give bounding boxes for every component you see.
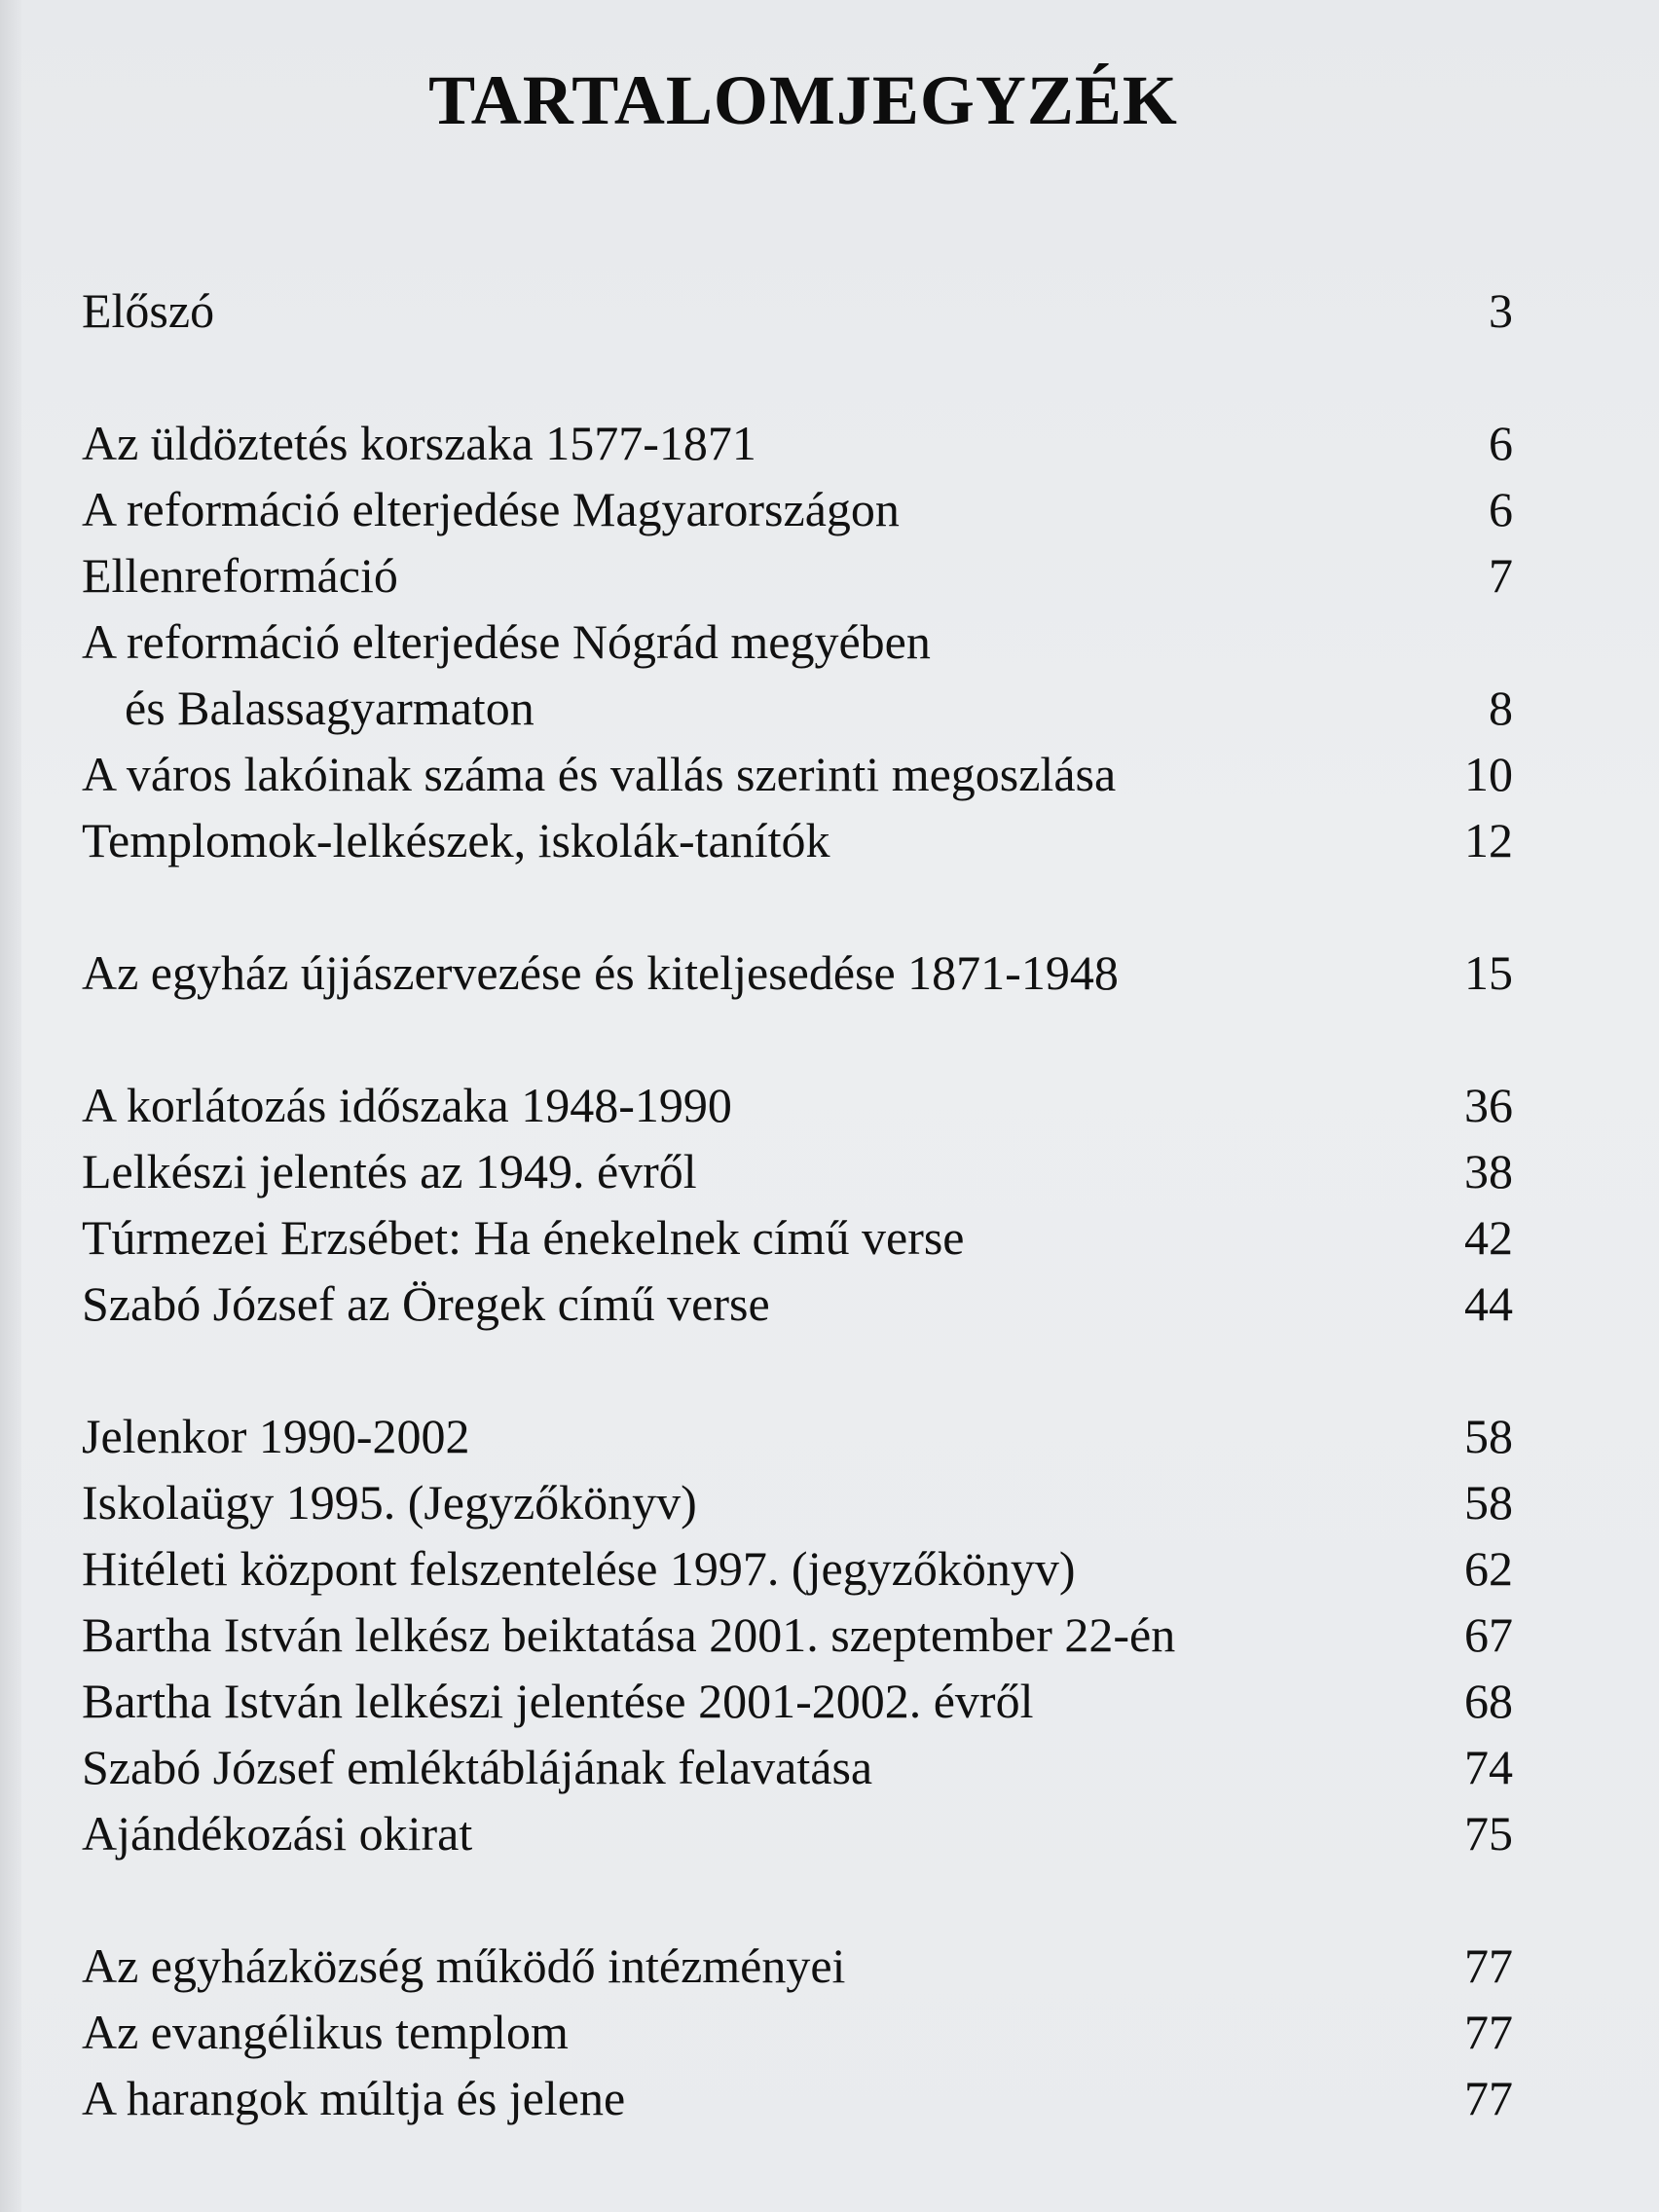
toc-entry-title [82, 1072, 1425, 1138]
toc-entry-title-line: A reformáció elterjedése Nógrád megyében [82, 614, 931, 669]
toc-entry-title [82, 940, 1425, 1006]
toc-entry-title-line: Az egyház újjászervezése és kiteljesedése 1871-1948 [82, 945, 1119, 1000]
toc-entry-page-number: 58 [1464, 1409, 1513, 1463]
toc-entry-page-number: 77 [1464, 2005, 1513, 2059]
toc-entry-page-number: 67 [1464, 1607, 1513, 1662]
toc-entry-title [82, 1999, 1425, 2065]
toc-entry-page-number: 68 [1464, 1674, 1513, 1728]
section-gap [82, 1866, 1513, 1933]
toc-entry [82, 940, 1513, 1006]
toc-entry-title-line: A korlátozás időszaka 1948-1990 [82, 1078, 732, 1132]
toc-entry-page-number: 6 [1489, 416, 1513, 470]
toc-entry-title-line: Templomok-lelkészek, iskolák-tanítók [82, 813, 830, 867]
toc-entry-title [82, 1204, 1425, 1271]
toc-entry-title [82, 1602, 1425, 1668]
toc-entry-page-number: 42 [1464, 1210, 1513, 1265]
toc-entry [82, 410, 1513, 476]
toc-entry-page-number: 38 [1464, 1144, 1513, 1198]
toc-entry-page-number: 77 [1464, 2071, 1513, 2125]
toc-entry [82, 1734, 1513, 1800]
toc-entry-page-number: 75 [1464, 1806, 1513, 1861]
toc-entry-title [82, 741, 1425, 807]
toc-entry-title [82, 1535, 1425, 1602]
toc-entry-page-number: 36 [1464, 1078, 1513, 1132]
toc-entry-page-number: 44 [1464, 1276, 1513, 1331]
toc-entry-title [82, 1469, 1425, 1535]
toc-entry [82, 1072, 1513, 1138]
toc-entry-title [82, 807, 1425, 873]
section-gap [82, 1337, 1513, 1403]
toc-entry-title-line: Bartha István lelkészi jelentése 2001-2002. évről [82, 1674, 1034, 1728]
toc-entry-title-line: A harangok múltja és jelene [82, 2071, 626, 2125]
toc-entry-title [82, 1734, 1425, 1800]
toc-entry-title-line: Hitéleti központ felszentelése 1997. (jegyzőkönyv) [82, 1541, 1076, 1596]
toc-entry-title-line: A város lakóinak száma és vallás szerinti megoszlása [82, 747, 1117, 801]
toc-entry-title-line: Bartha István lelkész beiktatása 2001. szeptember 22-én [82, 1607, 1176, 1662]
toc-entry [82, 1535, 1513, 1602]
toc-entry-title-line: Az evangélikus templom [82, 2005, 569, 2059]
toc-entry-title [82, 1271, 1425, 1337]
table-of-contents [82, 277, 1513, 2131]
toc-entry-page-number: 3 [1489, 283, 1513, 338]
toc-entry-title [82, 410, 1425, 476]
toc-entry-title [82, 1138, 1425, 1204]
toc-entry-title-line: Az egyházközség működő intézményei [82, 1938, 846, 1993]
toc-entry [82, 1271, 1513, 1337]
toc-entry [82, 807, 1513, 873]
toc-entry [82, 277, 1513, 344]
toc-entry-title-continuation: és Balassagyarmaton [125, 681, 535, 735]
toc-entry-page-number: 12 [1464, 813, 1513, 867]
toc-entry [82, 1204, 1513, 1271]
toc-entry [82, 1138, 1513, 1204]
toc-entry-page-number: 10 [1464, 747, 1513, 801]
toc-entry [82, 1933, 1513, 1999]
toc-entry [82, 542, 1513, 608]
toc-entry-page-number: 6 [1489, 482, 1513, 536]
toc-entry-title-line: Az üldöztetés korszaka 1577-1871 [82, 416, 756, 470]
toc-entry-title [82, 2065, 1425, 2131]
toc-entry-page-number: 62 [1464, 1541, 1513, 1596]
toc-entry [82, 1668, 1513, 1734]
page-gutter-shadow [0, 0, 21, 2212]
toc-entry [82, 608, 1513, 741]
toc-entry [82, 2065, 1513, 2131]
section-gap [82, 344, 1513, 410]
toc-entry [82, 1800, 1513, 1866]
toc-entry-title-line: A reformáció elterjedése Magyarországon [82, 482, 900, 536]
toc-entry-title-line: Iskolaügy 1995. (Jegyzőkönyv) [82, 1475, 697, 1530]
toc-entry [82, 1602, 1513, 1668]
toc-entry-title [82, 1668, 1425, 1734]
toc-entry-page-number: 7 [1489, 548, 1513, 603]
toc-entry-title-line: Szabó József emléktáblájának felavatása [82, 1740, 873, 1794]
toc-entry-title [82, 1800, 1425, 1866]
toc-entry-title-line: Túrmezei Erzsébet: Ha énekelnek című verse [82, 1210, 965, 1265]
toc-entry-title [82, 1403, 1425, 1469]
toc-entry-title [82, 608, 1425, 741]
toc-entry-title-line: Ellenreformáció [82, 548, 398, 603]
toc-entry-title-line: Lelkészi jelentés az 1949. évről [82, 1144, 697, 1198]
toc-entry-page-number: 8 [1489, 681, 1513, 735]
toc-entry [82, 1403, 1513, 1469]
toc-entry-title [82, 1933, 1425, 1999]
section-gap [82, 1006, 1513, 1072]
toc-entry-page-number: 58 [1464, 1475, 1513, 1530]
toc-entry-title-line: Ajándékozási okirat [82, 1806, 473, 1861]
toc-entry-page-number: 77 [1464, 1938, 1513, 1993]
toc-entry-page-number: 74 [1464, 1740, 1513, 1794]
toc-entry-title [82, 542, 1425, 608]
toc-entry [82, 741, 1513, 807]
toc-entry-page-number: 15 [1464, 945, 1513, 1000]
section-gap [82, 873, 1513, 940]
toc-entry [82, 1999, 1513, 2065]
toc-entry-title [82, 277, 1425, 344]
toc-entry-title [82, 476, 1425, 542]
toc-entry [82, 1469, 1513, 1535]
toc-entry-title-line: Előszó [82, 283, 215, 338]
toc-entry-title-line: Jelenkor 1990-2002 [82, 1409, 470, 1463]
toc-entry-title-line: Szabó József az Öregek című verse [82, 1276, 770, 1331]
page-title: TARTALOMJEGYZÉK [428, 61, 1178, 139]
toc-entry [82, 476, 1513, 542]
